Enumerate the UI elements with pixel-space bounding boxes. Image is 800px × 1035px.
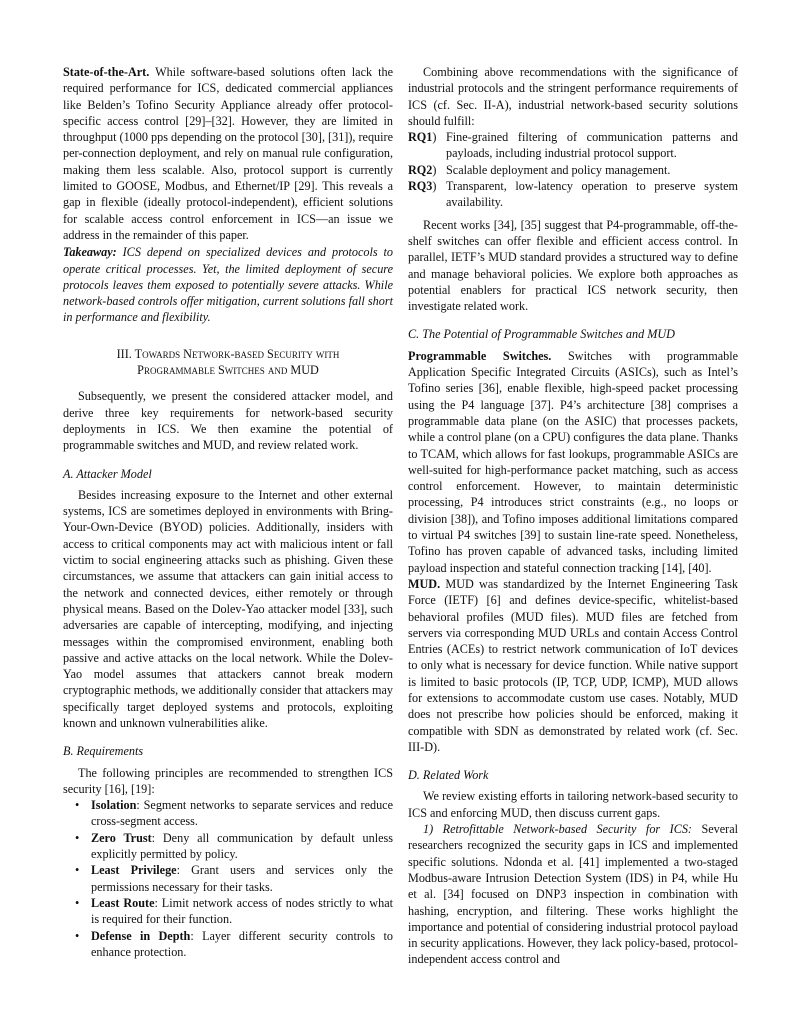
prog-switches-paragraph [408, 348, 738, 576]
mud-paragraph [408, 576, 738, 755]
list-item [63, 797, 393, 830]
list-item [63, 830, 393, 863]
subsection-d-heading: D. Related Work [408, 768, 489, 783]
list-item [408, 162, 738, 178]
principles-list [63, 797, 393, 960]
rq-label: RQ2) [408, 162, 437, 177]
rq-text: Fine-grained filtering of communication patterns and payloads, including industrial protocol support. [446, 130, 738, 161]
rq-label: RQ3) [408, 179, 437, 194]
requirements-intro: The following principles are recommended to strengthen ICS security [16], [19]: [63, 765, 393, 796]
principle-term: Least Privilege [91, 863, 177, 878]
requirements-list [408, 129, 738, 210]
rq-label-text: RQ1 [408, 130, 433, 145]
mud-lead: MUD. [408, 576, 441, 591]
rq-text: Scalable deployment and policy management. [446, 162, 671, 177]
principle-term: Isolation [91, 798, 137, 813]
left-column [63, 64, 393, 960]
principle-term: Zero Trust [91, 830, 152, 845]
section-3-heading-line2: Programmable Switches and MUD [137, 363, 319, 378]
takeaway-paragraph [63, 244, 393, 325]
sota-text: While software-based solutions often lack the required performance for ICS, dedicated commercial appliances like Belden’s Tofino Security Appliance already offer protocol-specific access control [29]–[32]. However, they are limited in throughput (1000 pps depending on the protocol [30], [31]), require per-connection deployment, and rely on manual rule configuration, making them less scalable. Also, protocol support is currently limited to GOOSE, Modbus, and Ethernet/IP [29]. This reveals a gap in flexible (ideally protocol-independent), efficient solutions for scalable access control enforcement in ICS—an issue we address in the remainder of this paper. [63, 65, 394, 242]
related-intro: We review existing efforts in tailoring network-based security to ICS and enforcing MUD, then discuss current gaps. [408, 789, 738, 820]
section-3-heading-line1: III. Towards Network-based Security with [116, 346, 340, 361]
recent-works-paragraph: Recent works [34], [35] suggest that P4-programmable, off-the-shelf switches can offer flexible and efficient access control. In parallel, IETF’s MUD standard provides a structured way to define and manage behavioral policies. We explore both approaches as potential enablers for practical ICS network security, then investigate related work. [408, 217, 738, 314]
list-item [408, 178, 738, 211]
list-item [63, 895, 393, 928]
retrofittable-lead: 1) Retrofittable Network-based Security for ICS: [423, 822, 692, 837]
principle-desc: : Layer different security controls to enhance protection. [91, 928, 393, 959]
list-item [63, 928, 393, 961]
sota-paragraph [63, 64, 393, 243]
rq-label-text: RQ2 [408, 162, 433, 177]
section-3-intro: Subsequently, we present the considered attacker model, and derive three key requirements for network-based security deployments in ICS. We then examine the potential of programmable switches and MUD, and review related work. [63, 389, 393, 453]
principle-desc: : Limit network access of nodes strictly to what is required for their function. [91, 895, 393, 927]
rq-label-text: RQ3 [408, 179, 433, 194]
list-item [408, 129, 738, 162]
rq-text: Transparent, low-latency operation to preserve system availability. [446, 179, 738, 210]
bullet-icon: • [75, 830, 80, 845]
section-3-heading [63, 346, 393, 379]
takeaway-text: ICS depend on specialized devices and protocols to operate critical processes. Yet, the limited deployment of secure protocols leaves them exposed to potentially severe attacks. While network-based controls offer mitigation, current solutions fall short in performance and flexibility. [63, 245, 393, 325]
bullet-icon: • [75, 928, 80, 943]
takeaway-lead: Takeaway: [63, 245, 117, 260]
principle-term: Defense in Depth [91, 928, 191, 943]
sota-lead: State-of-the-Art. [63, 65, 150, 79]
prog-switches-text: Switches with programmable Application Specific Integrated Circuits (ASICs), such as Intel’s Tofino series [36], enable flexible, high-speed packet processing using the P4 language [37]. P4’s architecture [38] comprises a programmable data plane (on the ASIC) that processes packets, while a control plane (on a CPU) configures the data plane. Thanks to TCAM, which allows for fast lookups, programmable ASICs are well-suited for high-performance packet matching, such as access control enforcement. However, to maintain deterministic processing, P4 introduces strict constraints (e.g., no loops or division [38]), and Tofino imposes additional limitations compared to virtual P4 switches [39] to sustain line-rate speed. Nonetheless, Tofino has proven capable of advanced tasks, including limited payload inspection and stateful connection tracking [14], [40]. [408, 348, 738, 575]
rq-label: RQ1) [408, 130, 437, 145]
subsection-c-heading: C. The Potential of Programmable Switches and MUD [408, 327, 675, 342]
subsection-a-heading: A. Attacker Model [63, 466, 152, 481]
prog-switches-lead: Programmable Switches. [408, 348, 552, 363]
combining-paragraph: Combining above recommendations with the significance of industrial protocols and the stringent performance requirements of ICS (cf. Sec. II-A), industrial network-based security solutions should fulfill: [408, 65, 738, 128]
attacker-model-paragraph: Besides increasing exposure to the Internet and other external systems, ICS are sometimes deployed in environments with Bring-Your-Own-Device (BYOD) policies. Additionally, insiders with access to critical components may act with malicious intent or fall victim to social engineering attacks such as phishing. Given these circumstances, we assume that attackers can gain initial access to the network and connected devices, either remotely or through physical means. Based on the Dolev-Yao attacker model [33], such adversaries are capable of intercepting, modifying, and injecting messages within the compromised environment, enabling both passive and active attacks on the local network. While the Dolev-Yao model assumes that attackers cannot break modern cryptographic methods, we additionally consider that attackers may specifically target deployed systems and protocols, exploiting known and unknown vulnerabilities alike. [63, 487, 393, 730]
subsection-b-heading: B. Requirements [63, 744, 144, 759]
principle-desc: : Grant users and services only the permissions necessary for their tasks. [91, 863, 393, 894]
list-item [63, 862, 393, 895]
right-column [408, 64, 738, 968]
bullet-icon: • [75, 895, 80, 910]
mud-text: MUD was standardized by the Internet Engineering Task Force (IETF) [6] and defines device-specific, whitelist-based behavioral profiles (MUD files). MUD files are fetched from servers via corresponding MUD URLs and contain Access Control Entries (ACEs) to restrict network communication of IoT devices to only what is necessary for device function. While native support is limited to basic protocols (IP, TCP, UDP, ICMP), MUD allows for extensions to accommodate custom use cases. Notably, MUD does not prescribe how policies should be enforced, making it compatible with SDN as demonstrated by related work (cf. Sec. III-D). [408, 576, 738, 754]
retrofittable-text: Several researchers recognized the security gaps in ICS and implemented specific solutions. Ndonda et al. [41] implemented a two-staged Modbus-aware Intrusion Detection System (IDS) in P4, while Hu et al. [34] focused on DNP3 inspection in combination with hashing, encryption, and filtering. These works highlight the importance and potential of considering industrial protocol payload in security applications. However, they lack policy-based, protocol-independent access control and [408, 822, 739, 967]
principle-desc: : Deny all communication by default unless explicitly permitted by policy. [91, 830, 393, 862]
principle-desc: : Segment networks to separate services and reduce cross-segment access. [91, 798, 393, 829]
retrofittable-paragraph [408, 821, 738, 968]
bullet-icon: • [75, 863, 80, 878]
principle-term: Least Route [91, 895, 155, 910]
bullet-icon: • [75, 798, 80, 813]
